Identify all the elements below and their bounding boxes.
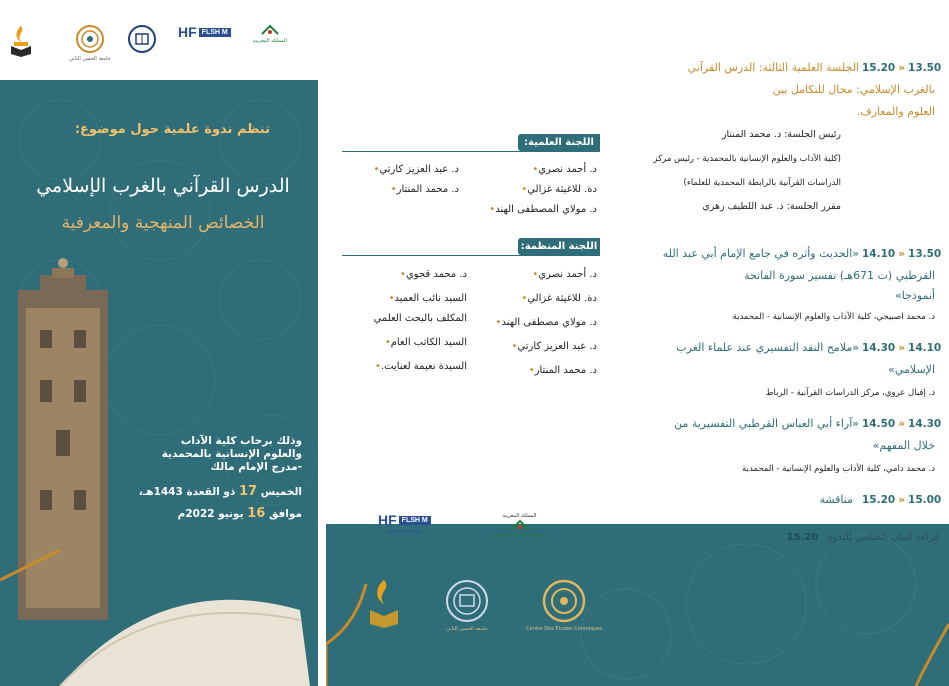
- talk1-title-l3: أنموذجا»: [895, 289, 935, 302]
- band-pattern: [326, 524, 949, 686]
- event-poster: [0, 80, 318, 686]
- date-hijri-rest: ذو القعدة 1443هـ،: [138, 486, 236, 498]
- center-seal-icon: [75, 24, 105, 54]
- band-logo-university: [444, 578, 490, 632]
- discussion-time: 15.20 » 15.00: [862, 494, 942, 506]
- talk3-speaker: د. محمد دامي، كلية الآداب والعلوم الإنسانية - المحمدية: [742, 464, 935, 474]
- scientific-member-3: د. مولاي المصطفى الهند•: [489, 204, 597, 215]
- scientific-member-4: د. عبد العزيز كارتي•: [373, 164, 459, 175]
- organizing-member-8: المكلف بالبحث العلمي: [373, 313, 467, 324]
- band-kingdom-logo: [494, 512, 545, 538]
- closing-time: 15.20: [786, 532, 819, 543]
- session3-title-l2: بالغرب الإسلامي: مجال للتكامل بين: [772, 83, 935, 96]
- university-seal-icon: [126, 24, 158, 54]
- closing-label: قراءة البيان الختامي للندوة: [827, 532, 939, 543]
- scientific-member-5: د. محمد المنتار•: [390, 184, 459, 195]
- band-flsh-letters: HF: [378, 512, 397, 528]
- talk3-title-l1: «آراء أبي العباس القرطبي التفسيرية من: [674, 417, 859, 430]
- poster-subtitle: الخصائص المنهجية والمعرفية: [61, 213, 265, 233]
- university-seal-icon: [444, 578, 490, 624]
- session3-chair-info-l1: (كلية الآداب والعلوم الإنسانية بالمحمدية - رئيس مركز: [653, 154, 841, 164]
- star-emblem-icon: [260, 24, 280, 36]
- band-flsh-sub: Mohammedia: [387, 529, 422, 535]
- organizing-member-1: د. أحمد نصري•: [532, 269, 597, 280]
- band-flsh-mark: [378, 512, 431, 528]
- flame-book-icon: [366, 578, 402, 630]
- scientific-committee-title: اللجنة العلمية:: [518, 134, 600, 151]
- flsh-logo: [178, 24, 231, 40]
- organizing-member-9: السيد الكاتب العام•: [384, 337, 467, 348]
- talk1-time: 14.10 » 13.50: [862, 248, 942, 260]
- scientific-member-1: د. أحمد نصري•: [532, 164, 597, 175]
- closing-statement: [787, 532, 939, 543]
- date-hijri-day: 17: [238, 484, 258, 499]
- session3-title-l3: العلوم والمعارف.: [856, 105, 935, 118]
- flsh-tag: FLSH M: [199, 28, 231, 37]
- scientific-member-2: دة. للاغيثة غزالي•: [521, 184, 597, 195]
- date-gregorian-day: 16: [247, 506, 266, 521]
- poster-gregorian-date: [132, 506, 302, 521]
- band-flsh-tag: FLSH M: [399, 516, 431, 525]
- organizing-committee-title: اللجنة المنظمة:: [518, 238, 600, 255]
- session3-time: 15.20 » 13.50: [862, 62, 942, 74]
- poster-hijri-date: [132, 484, 302, 499]
- talk2-speaker: د. إقبال عروي، مركز الدراسات القرآنية - الرباط: [765, 388, 935, 398]
- band-rabita-caption: الرابطة المحمدية للعلماء: [494, 532, 546, 538]
- talk1-title-l2: القرطبي (ت 671هـ) تفسير سورة الفاتحة: [744, 269, 935, 282]
- open-quran-illustration: [0, 550, 318, 686]
- talk2-title-l1: «ملامح النقد التفسيري عند علماء الغرب: [676, 341, 859, 354]
- rabita-logo: [8, 24, 34, 58]
- talk1-speaker: د. محمد اصبيحي، كلية الآداب والعلوم الإنسانية - المحمدية: [732, 312, 935, 322]
- center-logo-caption: جامعة الحسن الثاني: [69, 56, 111, 62]
- organizing-member-5: د. محمد المنتار•: [528, 365, 597, 376]
- band-logo-rabita: [366, 578, 402, 630]
- session3-chair-info-l2: الدراسات القرآنية بالرابطة المحمدية للعلماء): [683, 178, 841, 188]
- top-logo-strip: [0, 0, 318, 80]
- flsh-letters: HF: [178, 24, 197, 40]
- organizing-member-3: د. مولاي مصطفى الهند•: [495, 317, 597, 328]
- date2-prefix: موافق: [268, 508, 302, 520]
- organizing-member-4: د. عبد العزيز كارتي•: [511, 341, 597, 352]
- talk3-time: 14.50 » 14.30: [862, 418, 942, 430]
- star-emblem-icon: [510, 519, 530, 531]
- talk2-time: 14.30 » 14.10: [862, 342, 942, 354]
- session3-rapporteur: مقرر الجلسة: ذ. عبد اللطيف زهري: [702, 201, 841, 212]
- center-logo: [64, 24, 116, 63]
- center-seal-icon: [541, 578, 587, 624]
- organizing-member-10: السيدة نعيمة لعنايت.•: [375, 361, 467, 372]
- date-gregorian-rest: يونيو 2022م: [177, 508, 244, 520]
- session3-chair: رئيس الجلسة: د. محمد المنتار: [721, 129, 841, 140]
- band-univ-caption: جامعة الحسن الثاني: [446, 626, 488, 632]
- kingdom-caption: المملكة المغربية: [253, 38, 287, 44]
- bottom-band: [326, 524, 949, 686]
- band-kingdom-caption: المملكة المغربية: [502, 513, 537, 519]
- kingdom-logo: [244, 24, 296, 45]
- organizing-member-7: السيد نائب العميد•: [388, 293, 467, 304]
- session3-title-l1: الجلسة العلمية الثالثة: الدرس القرآني: [687, 61, 859, 74]
- poster-venue: وذلك برحاب كلية الآداب والعلوم الإنسانية بالمحمدية -مدرج الإمام مالك: [161, 435, 302, 473]
- flame-book-icon: [8, 24, 34, 58]
- organizing-member-2: دة. للاغيثة غزالي•: [521, 293, 597, 304]
- discussion-label: مناقشة: [819, 493, 853, 506]
- flsh-mark: [178, 24, 231, 40]
- date-weekday: الخميس: [260, 486, 302, 498]
- band-logo-center: [526, 578, 602, 632]
- university-logo: [126, 24, 158, 54]
- organizing-committee-rule: [342, 255, 600, 256]
- band-flsh-logo: [378, 512, 431, 535]
- poster-intro: تنظم ندوة علمية حول موضوع:: [74, 122, 270, 137]
- poster-title: الدرس القرآني بالغرب الإسلامي: [36, 175, 290, 197]
- talk3-title-l2: خلال المفهم»: [872, 439, 935, 452]
- band-center-caption: Centre Des Etudes Coraniques: [526, 626, 603, 632]
- talk2-title-l2: الإسلامي»: [888, 363, 935, 376]
- organizing-member-6: د. محمد قجوي•: [400, 269, 467, 280]
- talk1-title-l1: «الحديث وأثره في جامع الإمام أبي عبد الله: [662, 247, 859, 260]
